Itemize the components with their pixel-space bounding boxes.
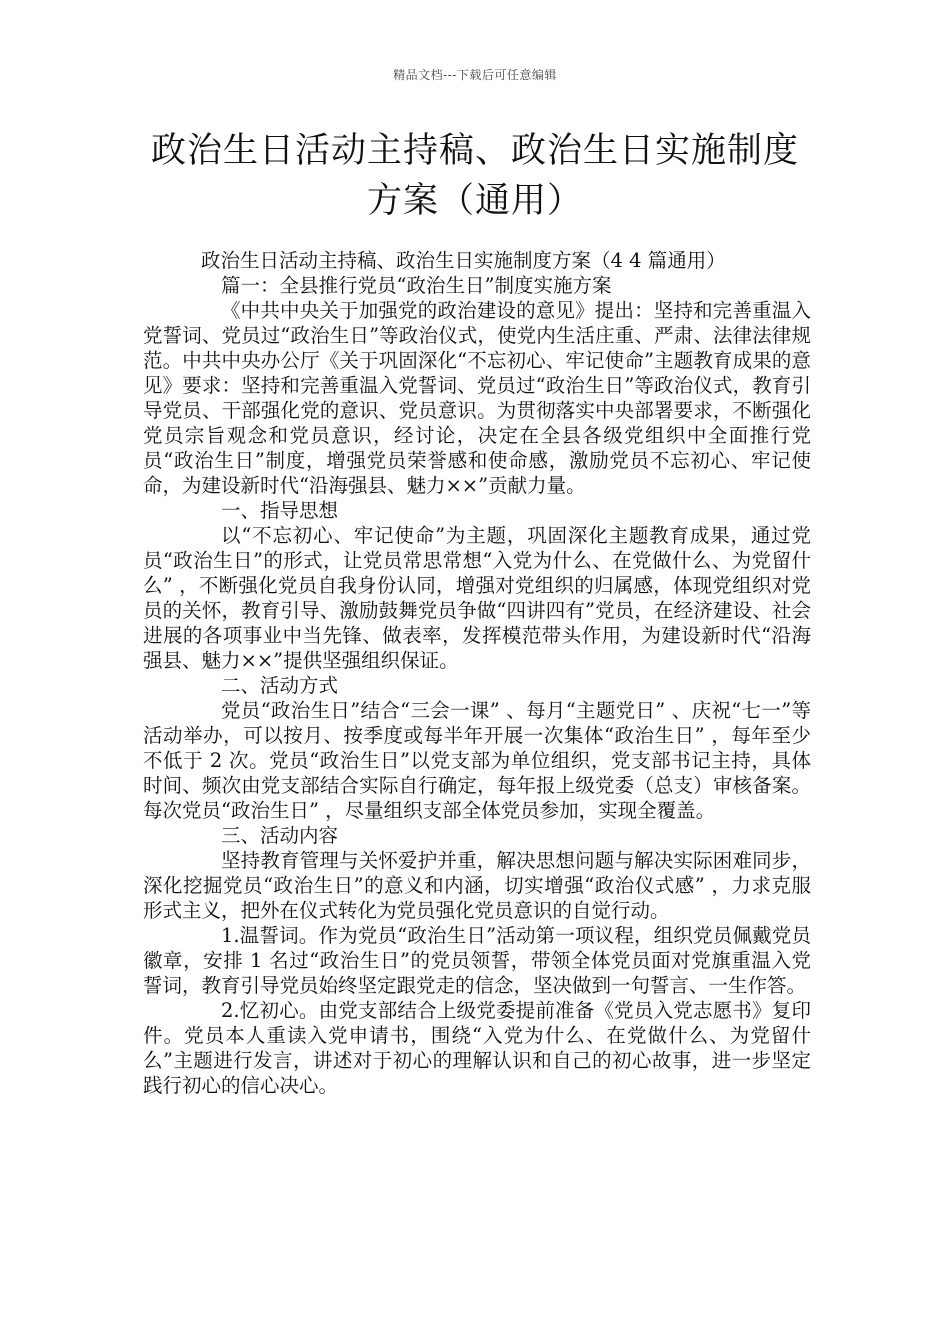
list-item-oath: 1.温誓词。作为党员“政治生日”活动第一项议程，组织党员佩戴党员徽章，安排 1 名过“政治生日”的党员领誓，带领全体党员面对党旗重温入党誓词，教育引导党员始终坚定跟党走的信念，坚决做到一句誓言、一生作答。 xyxy=(143,924,811,997)
intro-paragraph: 《中共中央关于加强党的政治建设的意见》提出：坚持和完善重温入党誓词、党员过“政治生日”等政治仪式，使党内生活庄重、严肃、法律法律规范。中共中央办公厅《关于巩固深化“不忘初心、牢记使命”主题教育成果的意见》要求：坚持和完善重温入党誓词、党员过“政治生日”等政治仪式，教育引导党员、干部强化党的意识、党员意识。为贯彻落实中央部署要求，不断强化党员宗旨观念和党员意识，经讨论，决定在全县各级党组织中全面推行党员“政治生日”制度，增强党员荣誉感和使命感，激励党员不忘初心、牢记使命，为建设新时代“沿海强县、魅力××”贡献力量。 xyxy=(143,299,811,497)
document-title xyxy=(140,126,810,226)
list-item-original-aspiration: 2.忆初心。由党支部结合上级党委提前准备《党员入党志愿书》复印件。党员本人重读入党申请书，围绕“入党为什么、在党做什么、为党留什么”主题进行发言，讲述对于初心的理解认识和自己的初心故事，进一步坚定践行初心的信心决心。 xyxy=(143,999,811,1097)
title-line-2: 方案（通用） xyxy=(366,181,583,221)
header-note: 精品文档---下载后可任意编辑 xyxy=(393,68,557,82)
chapter-heading: 篇一：全县推行党员“政治生日”制度实施方案 xyxy=(221,274,612,297)
section-heading-activity-method: 二、活动方式 xyxy=(221,674,339,697)
section-paragraph-activity-method: 党员“政治生日”结合“三会一课” 、每月“主题党日” 、庆祝“七一”等活动举办，可以按月、按季度或每半年开展一次集体“政治生日” ，每年至少不低于 2 次。党员“政治生日”以党支部为单位组织，党支部书记主持，具体时间、频次由党支部结合实际自行确定，每年报上级党委（总支）审核备案。每次党员“政治生日” ，尽量组织支部全体党员参加，实现全覆盖。 xyxy=(143,699,811,822)
title-line-1: 政治生日活动主持稿、政治生日实施制度 xyxy=(150,131,799,171)
document-body xyxy=(143,248,811,1098)
section-paragraph-guiding-thought: 以“不忘初心、牢记使命”为主题，巩固深化主题教育成果，通过党员“政治生日”的形式，让党员常思常想“入党为什么、在党做什么、为党留什么” ，不断强化党员自我身份认同，增强对党组织的归属感，体现党组织对党员的关怀，教育引导、激励鼓舞党员争做“四讲四有”党员，在经济建设、社会进展的各项事业中当先锋、做表率，发挥模范带头作用，为建设新时代“沿海强县、魅力××”提供坚强组织保证。 xyxy=(143,524,811,672)
document-subtitle: 政治生日活动主持稿、政治生日实施制度方案（4 4 篇通用） xyxy=(201,249,726,272)
section-paragraph-activity-content: 坚持教育管理与关怀爱护并重，解决思想问题与解决实际困难同步，深化挖掘党员“政治生日”的意义和内涵，切实增强“政治仪式感” ，力求克服形式主义，把外在仪式转化为党员强化党员意识的自觉行动。 xyxy=(143,849,811,922)
section-heading-activity-content: 三、活动内容 xyxy=(221,824,339,847)
section-heading-guiding-thought: 一、指导思想 xyxy=(221,499,339,522)
